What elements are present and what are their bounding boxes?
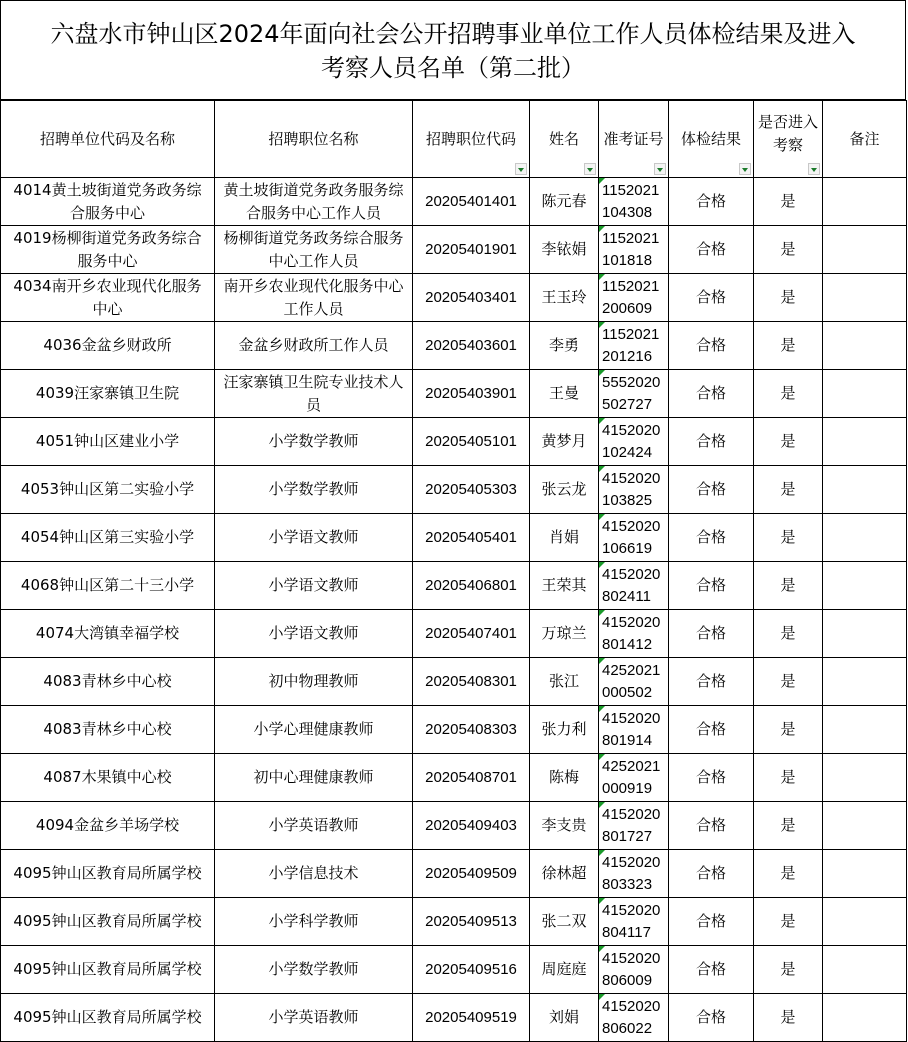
cell-ticket <box>599 898 669 946</box>
cell-unit: 4095钟山区教育局所属学校 <box>1 850 215 898</box>
cell-ticket <box>599 418 669 466</box>
cell-unit: 4083青林乡中心校 <box>1 658 215 706</box>
cell-inspect: 是 <box>754 418 823 466</box>
cell-result: 合格 <box>669 706 754 754</box>
ticket-number: 4152020 801412 <box>602 613 661 653</box>
cell-result: 合格 <box>669 898 754 946</box>
cell-result: 合格 <box>669 418 754 466</box>
cell-inspect: 是 <box>754 802 823 850</box>
cell-position-code: 20205403601 <box>413 322 530 370</box>
cell-unit: 4051钟山区建业小学 <box>1 418 215 466</box>
cell-name: 李铱娟 <box>530 226 599 274</box>
cell-ticket <box>599 994 669 1042</box>
cell-result: 合格 <box>669 610 754 658</box>
cell-position-name: 金盆乡财政所工作人员 <box>215 322 413 370</box>
cell-position-name: 小学语文教师 <box>215 610 413 658</box>
ticket-number: 1152021 101818 <box>602 229 660 269</box>
cell-remark <box>823 322 907 370</box>
table-row <box>1 898 907 946</box>
cell-remark <box>823 562 907 610</box>
cell-ticket <box>599 370 669 418</box>
table-row <box>1 994 907 1042</box>
header-unit: 招聘单位代码及名称 <box>1 101 215 178</box>
error-indicator-icon <box>599 802 605 808</box>
cell-inspect: 是 <box>754 946 823 994</box>
cell-remark <box>823 178 907 226</box>
cell-name: 黄梦月 <box>530 418 599 466</box>
filter-dropdown-icon[interactable] <box>654 163 666 175</box>
cell-unit: 4034南开乡农业现代化服务中心 <box>1 274 215 322</box>
cell-ticket <box>599 562 669 610</box>
ticket-number: 4152020 803323 <box>602 853 661 893</box>
cell-name: 张云龙 <box>530 466 599 514</box>
cell-unit: 4019杨柳街道党务政务综合服务中心 <box>1 226 215 274</box>
cell-name: 万琼兰 <box>530 610 599 658</box>
header-remark: 备注 <box>823 101 907 178</box>
cell-inspect: 是 <box>754 706 823 754</box>
cell-inspect: 是 <box>754 562 823 610</box>
cell-result: 合格 <box>669 274 754 322</box>
ticket-number: 5552020 502727 <box>602 373 661 413</box>
cell-inspect: 是 <box>754 898 823 946</box>
cell-position-code: 20205409519 <box>413 994 530 1042</box>
cell-ticket <box>599 178 669 226</box>
error-indicator-icon <box>599 514 605 520</box>
cell-inspect: 是 <box>754 850 823 898</box>
filter-dropdown-icon[interactable] <box>739 163 751 175</box>
cell-position-name: 黄土坡街道党务政务服务综合服务中心工作人员 <box>215 178 413 226</box>
ticket-number: 4152020 806022 <box>602 997 661 1037</box>
table-row <box>1 562 907 610</box>
header-name <box>530 101 599 178</box>
table-row <box>1 466 907 514</box>
header-name-label: 姓名 <box>548 129 579 148</box>
cell-position-code: 20205405303 <box>413 466 530 514</box>
cell-inspect: 是 <box>754 466 823 514</box>
cell-position-code: 20205401901 <box>413 226 530 274</box>
table-row <box>1 418 907 466</box>
error-indicator-icon <box>599 658 605 664</box>
cell-inspect: 是 <box>754 514 823 562</box>
cell-result: 合格 <box>669 466 754 514</box>
cell-ticket <box>599 274 669 322</box>
cell-result: 合格 <box>669 658 754 706</box>
cell-ticket <box>599 706 669 754</box>
cell-name: 李支贵 <box>530 802 599 850</box>
header-result <box>669 101 754 178</box>
header-inspect <box>754 101 823 178</box>
cell-name: 李勇 <box>530 322 599 370</box>
cell-unit: 4053钟山区第二实验小学 <box>1 466 215 514</box>
cell-remark <box>823 754 907 802</box>
cell-inspect: 是 <box>754 370 823 418</box>
table-row <box>1 946 907 994</box>
cell-position-code: 20205403901 <box>413 370 530 418</box>
header-result-label: 体检结果 <box>680 129 741 148</box>
cell-name: 陈元春 <box>530 178 599 226</box>
cell-remark <box>823 850 907 898</box>
cell-remark <box>823 994 907 1042</box>
table-row <box>1 658 907 706</box>
cell-result: 合格 <box>669 226 754 274</box>
cell-name: 肖娟 <box>530 514 599 562</box>
cell-inspect: 是 <box>754 274 823 322</box>
cell-ticket <box>599 466 669 514</box>
header-inspect-label: 是否进入考察 <box>757 113 818 154</box>
cell-position-name: 小学科学教师 <box>215 898 413 946</box>
cell-position-code: 20205409513 <box>413 898 530 946</box>
filter-dropdown-icon[interactable] <box>584 163 596 175</box>
table-row <box>1 514 907 562</box>
error-indicator-icon <box>599 706 605 712</box>
cell-name: 张江 <box>530 658 599 706</box>
cell-position-name: 南开乡农业现代化服务中心工作人员 <box>215 274 413 322</box>
cell-result: 合格 <box>669 754 754 802</box>
cell-position-name: 小学语文教师 <box>215 562 413 610</box>
ticket-number: 4252021 000502 <box>602 661 661 701</box>
cell-ticket <box>599 658 669 706</box>
error-indicator-icon <box>599 946 605 952</box>
cell-result: 合格 <box>669 994 754 1042</box>
cell-position-name: 小学心理健康教师 <box>215 706 413 754</box>
error-indicator-icon <box>599 994 605 1000</box>
header-position-name: 招聘职位名称 <box>215 101 413 178</box>
cell-position-code: 20205408301 <box>413 658 530 706</box>
table-row <box>1 274 907 322</box>
cell-name: 周庭庭 <box>530 946 599 994</box>
cell-result: 合格 <box>669 850 754 898</box>
cell-result: 合格 <box>669 946 754 994</box>
cell-remark <box>823 946 907 994</box>
ticket-number: 4152020 802411 <box>602 565 661 605</box>
cell-position-name: 小学英语教师 <box>215 802 413 850</box>
ticket-number: 4152020 103825 <box>602 469 661 509</box>
cell-position-code: 20205401401 <box>413 178 530 226</box>
document-title <box>0 0 906 100</box>
cell-name: 陈梅 <box>530 754 599 802</box>
ticket-number: 4152020 106619 <box>602 517 661 557</box>
table-row <box>1 850 907 898</box>
cell-result: 合格 <box>669 370 754 418</box>
cell-inspect: 是 <box>754 178 823 226</box>
cell-ticket <box>599 850 669 898</box>
cell-inspect: 是 <box>754 658 823 706</box>
cell-remark <box>823 466 907 514</box>
cell-position-name: 汪家寨镇卫生院专业技术人员 <box>215 370 413 418</box>
header-ticket-label: 准考证号 <box>603 129 664 148</box>
cell-position-name: 小学英语教师 <box>215 994 413 1042</box>
cell-name: 张二双 <box>530 898 599 946</box>
cell-remark <box>823 226 907 274</box>
cell-unit: 4094金盆乡羊场学校 <box>1 802 215 850</box>
ticket-number: 4152020 801727 <box>602 805 661 845</box>
header-position-code <box>413 101 530 178</box>
cell-remark <box>823 514 907 562</box>
cell-remark <box>823 898 907 946</box>
cell-position-name: 小学数学教师 <box>215 418 413 466</box>
cell-unit: 4054钟山区第三实验小学 <box>1 514 215 562</box>
cell-unit: 4095钟山区教育局所属学校 <box>1 898 215 946</box>
cell-name: 张力利 <box>530 706 599 754</box>
cell-inspect: 是 <box>754 610 823 658</box>
cell-unit: 4036金盆乡财政所 <box>1 322 215 370</box>
table-header-row <box>1 101 907 178</box>
cell-remark <box>823 370 907 418</box>
filter-dropdown-icon[interactable] <box>808 163 820 175</box>
cell-name: 王荣其 <box>530 562 599 610</box>
results-table <box>0 100 907 1042</box>
ticket-number: 4152020 102424 <box>602 421 661 461</box>
cell-unit: 4074大湾镇幸福学校 <box>1 610 215 658</box>
cell-remark <box>823 802 907 850</box>
cell-position-code: 20205408303 <box>413 706 530 754</box>
header-position-code-label: 招聘职位代码 <box>425 129 516 148</box>
cell-position-code: 20205407401 <box>413 610 530 658</box>
error-indicator-icon <box>599 370 605 376</box>
error-indicator-icon <box>599 754 605 760</box>
cell-position-code: 20205409509 <box>413 850 530 898</box>
cell-result: 合格 <box>669 514 754 562</box>
error-indicator-icon <box>599 274 605 280</box>
table-row <box>1 754 907 802</box>
cell-position-code: 20205403401 <box>413 274 530 322</box>
table-row <box>1 370 907 418</box>
ticket-number: 1152021 201216 <box>602 325 660 365</box>
ticket-number: 1152021 200609 <box>602 277 660 317</box>
table-row <box>1 802 907 850</box>
error-indicator-icon <box>599 562 605 568</box>
cell-ticket <box>599 322 669 370</box>
error-indicator-icon <box>599 418 605 424</box>
title-line-1: 六盘水市钟山区2024年面向社会公开招聘事业单位工作人员体检结果及进入 <box>50 20 856 48</box>
cell-remark <box>823 706 907 754</box>
cell-unit: 4095钟山区教育局所属学校 <box>1 994 215 1042</box>
error-indicator-icon <box>599 322 605 328</box>
cell-position-code: 20205408701 <box>413 754 530 802</box>
error-indicator-icon <box>599 850 605 856</box>
cell-remark <box>823 658 907 706</box>
cell-position-name: 小学信息技术 <box>215 850 413 898</box>
cell-unit: 4095钟山区教育局所属学校 <box>1 946 215 994</box>
cell-result: 合格 <box>669 178 754 226</box>
cell-ticket <box>599 754 669 802</box>
cell-ticket <box>599 946 669 994</box>
cell-inspect: 是 <box>754 226 823 274</box>
cell-position-code: 20205406801 <box>413 562 530 610</box>
table-row <box>1 610 907 658</box>
cell-ticket <box>599 514 669 562</box>
error-indicator-icon <box>599 226 605 232</box>
cell-result: 合格 <box>669 802 754 850</box>
header-ticket <box>599 101 669 178</box>
cell-position-name: 初中物理教师 <box>215 658 413 706</box>
table-row <box>1 706 907 754</box>
ticket-number: 4252021 000919 <box>602 757 661 797</box>
cell-position-code: 20205405101 <box>413 418 530 466</box>
error-indicator-icon <box>599 466 605 472</box>
cell-result: 合格 <box>669 322 754 370</box>
cell-inspect: 是 <box>754 994 823 1042</box>
cell-ticket <box>599 802 669 850</box>
ticket-number: 4152020 804117 <box>602 901 661 941</box>
ticket-number: 4152020 806009 <box>602 949 661 989</box>
error-indicator-icon <box>599 610 605 616</box>
error-indicator-icon <box>599 898 605 904</box>
title-line-2: 考察人员名单（第二批） <box>321 54 585 82</box>
cell-inspect: 是 <box>754 754 823 802</box>
cell-position-name: 小学数学教师 <box>215 946 413 994</box>
cell-inspect: 是 <box>754 322 823 370</box>
cell-position-name: 杨柳街道党务政务综合服务中心工作人员 <box>215 226 413 274</box>
filter-dropdown-icon[interactable] <box>515 163 527 175</box>
cell-name: 徐林超 <box>530 850 599 898</box>
cell-name: 王玉玲 <box>530 274 599 322</box>
cell-unit: 4083青林乡中心校 <box>1 706 215 754</box>
error-indicator-icon <box>599 178 605 184</box>
table-row <box>1 178 907 226</box>
ticket-number: 4152020 801914 <box>602 709 661 749</box>
ticket-number: 1152021 104308 <box>602 181 660 221</box>
cell-remark <box>823 610 907 658</box>
cell-position-code: 20205409516 <box>413 946 530 994</box>
cell-position-code: 20205405401 <box>413 514 530 562</box>
table-row <box>1 322 907 370</box>
cell-remark <box>823 274 907 322</box>
cell-unit: 4068钟山区第二十三小学 <box>1 562 215 610</box>
cell-unit: 4039汪家寨镇卫生院 <box>1 370 215 418</box>
cell-position-name: 小学数学教师 <box>215 466 413 514</box>
cell-ticket <box>599 610 669 658</box>
cell-name: 王曼 <box>530 370 599 418</box>
table-row <box>1 226 907 274</box>
cell-unit: 4087木果镇中心校 <box>1 754 215 802</box>
cell-ticket <box>599 226 669 274</box>
cell-position-code: 20205409403 <box>413 802 530 850</box>
cell-remark <box>823 418 907 466</box>
cell-unit: 4014黄土坡街道党务政务综合服务中心 <box>1 178 215 226</box>
cell-name: 刘娟 <box>530 994 599 1042</box>
cell-position-name: 初中心理健康教师 <box>215 754 413 802</box>
cell-position-name: 小学语文教师 <box>215 514 413 562</box>
cell-result: 合格 <box>669 562 754 610</box>
